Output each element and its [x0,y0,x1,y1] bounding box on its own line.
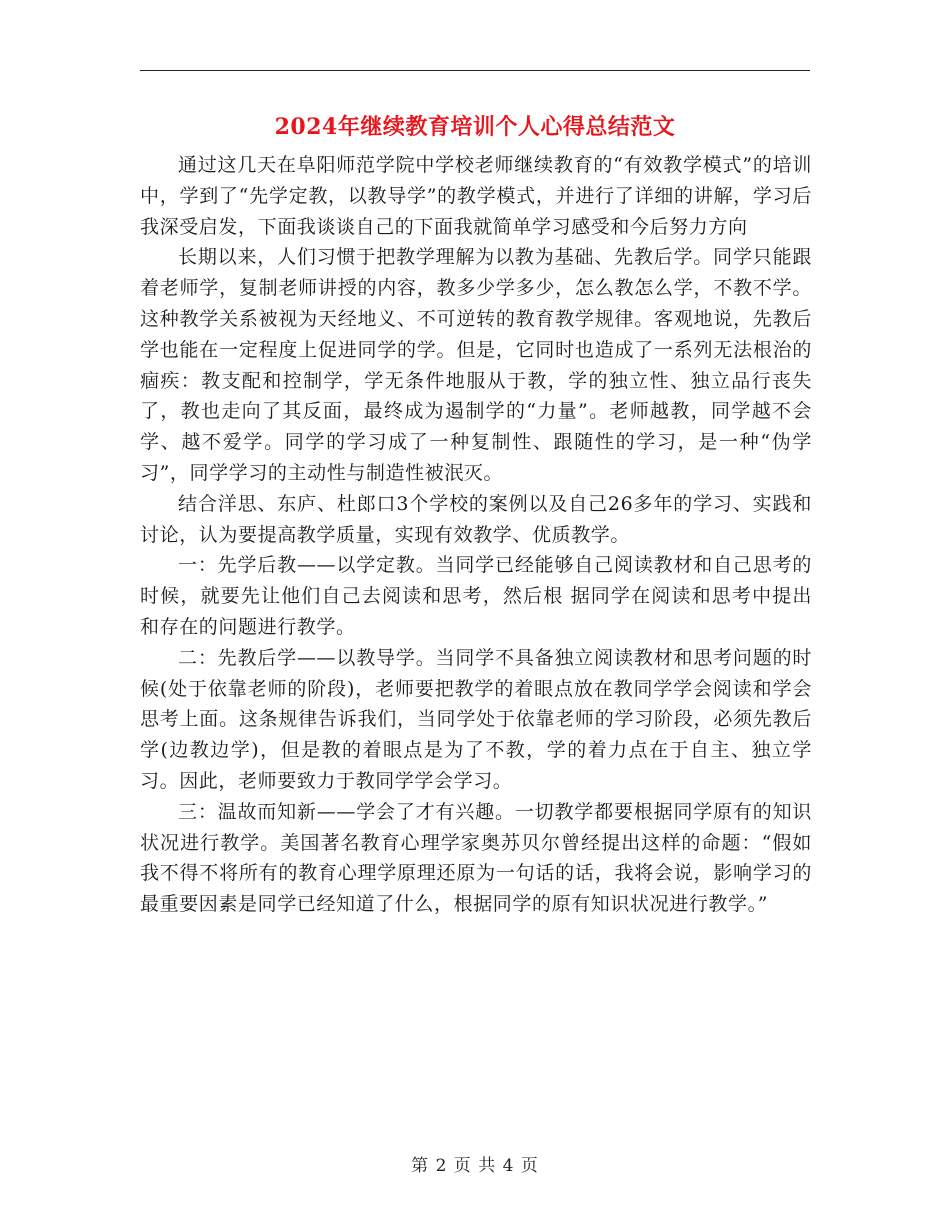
header-rule [140,70,810,71]
paragraph: 一：先学后教——以学定教。当同学已经能够自己阅读教材和自己思考的时候，就要先让他们自己去阅读和思考，然后根 据同学在阅读和思考中提出和存在的问题进行教学。 [140,554,812,638]
page-number: 第 2 页 共 4 页 [411,1156,539,1176]
paragraph: 三：温故而知新——学会了才有兴趣。一切教学都要根据同学原有的知识状况进行教学。美国著名教育心理学家奥苏贝尔曾经提出这样的命题：“假如我不得不将所有的教育心理学原理还原为一句话的话，我将会说，影响学习的最重要因素是同学已经知道了什么，根据同学的原有知识状况进行教学。” [140,800,812,916]
document-title: 2024年继续教育培训个人心得总结范文 [274,114,676,140]
paragraph: 二：先教后学——以教导学。当同学不具备独立阅读教材和思考问题的时候(处于依靠老师的阶段)，老师要把教学的着眼点放在教同学学会阅读和学会思考上面。这条规律告诉我们，当同学处于依靠老师的学习阶段，必须先教后学(边教边学)，但是教的着眼点是为了不教，学的着力点在于自主、独立学习。因此，老师要致力于教同学学会学习。 [140,646,812,792]
paragraph: 结合洋思、东庐、杜郎口3个学校的案例以及自己26多年的学习、实践和讨论，认为要提高教学质量，实现有效教学、优质教学。 [140,492,812,546]
paragraph: 长期以来，人们习惯于把教学理解为以教为基础、先教后学。同学只能跟着老师学，复制老师讲授的内容，教多少学多少，怎么教怎么学，不教不学。这种教学关系被视为天经地义、不可逆转的教育教学规律。客观地说，先教后学也能在一定程度上促进同学的学。但是，它同时也造成了一系列无法根治的痼疾：教支配和控制学，学无条件地服从于教，学的独立性、独立品行丧失了，教也走向了其反面，最终成为遏制学的“力量”。老师越教，同学越不会学、越不爱学。同学的学习成了一种复制性、跟随性的学习，是一种“伪学习”，同学学习的主动性与制造性被泯灭。 [140,246,812,484]
document-body [140,150,812,920]
paragraph: 通过这几天在阜阳师范学院中学校老师继续教育的“有效教学模式”的培训中，学到了“先学定教，以教导学”的教学模式，并进行了详细的讲解，学习后我深受启发，下面我谈谈自己的下面我就简单学习感受和今后努力方向 [140,154,812,238]
